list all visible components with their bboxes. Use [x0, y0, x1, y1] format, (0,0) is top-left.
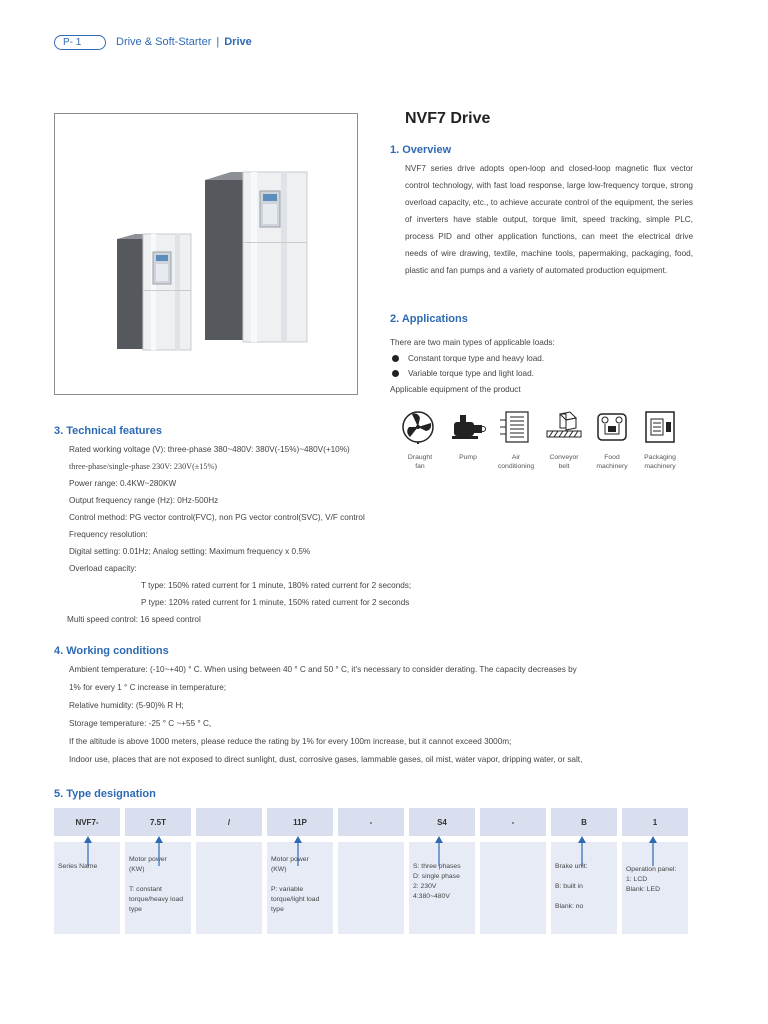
type-desc-line: S: three phases — [413, 863, 461, 870]
type-desc-line: Series Name — [58, 863, 98, 870]
technical-heading: 3. Technical features — [54, 425, 163, 437]
applications-intro: There are two main types of applicable loads: — [390, 338, 555, 347]
type-desc-line: 2: 230V — [413, 883, 437, 890]
type-desc-line — [271, 875, 329, 885]
overview-heading: 1. Overview — [390, 144, 452, 156]
list-item: three-phase/single-phase 230V: 230V(±15%) — [69, 462, 218, 471]
type-desc-line: Brake unit: — [555, 863, 588, 870]
type-desc-cell — [480, 842, 546, 934]
fan-icon — [402, 410, 438, 444]
drive-units-illustration — [55, 114, 357, 394]
bullet-icon — [392, 355, 399, 362]
arrow-up-icon — [84, 836, 92, 866]
type-desc-line: B: built in — [555, 883, 583, 890]
conveyor-belt-icon — [546, 410, 582, 444]
arrow-up-icon — [435, 836, 443, 866]
page-title: NVF7 Drive — [405, 110, 491, 127]
list-item: Rated working voltage (V): three-phase 380~480V: 380V(-15%)~480V(+10%) — [69, 445, 350, 454]
list-item: Output frequency range (Hz): 0Hz-500Hz — [69, 496, 219, 505]
type-desc-line — [555, 872, 613, 882]
arrow-up-icon — [578, 836, 586, 866]
type-desc-line: P: variable — [271, 886, 304, 893]
type-code-cell: S4 — [409, 808, 475, 836]
type-code-cell: 1 — [622, 808, 688, 836]
list-item: Multi speed control: 16 speed control — [67, 615, 201, 624]
type-desc-line: (KW) — [129, 866, 145, 873]
applications-heading: 2. Applications — [390, 313, 468, 325]
type-designation-heading: 5. Type designation — [54, 788, 156, 800]
equipment-item: Food machinery — [588, 410, 636, 471]
type-desc-line: type — [271, 906, 284, 913]
type-code-cell: / — [196, 808, 262, 836]
breadcrumb-category: Drive & Soft-Starter — [116, 36, 212, 48]
overview-text: NVF7 series drive adopts open-loop and closed-loop magnetic flux vector control technology, with fast load response, large low-frequency torque, strong overload capacity, etc., to achieve accurate control of the equipment, the series of inverters have stable output, torque limit, speed tracking, simple PLC, process PID and other application functions, can meet the electrical drive needs of wire drawing, textile, machine tools, papermaking, packaging, food, plastic and fan pumps and a variety of automated production equipment. — [405, 164, 693, 275]
type-desc-line: torque/light load — [271, 896, 320, 903]
equipment-item: Draught fan — [396, 410, 444, 471]
product-image — [54, 113, 358, 395]
page-number-tag: P- 1 — [54, 35, 106, 50]
arrow-up-icon — [294, 836, 302, 866]
list-item: 1% for every 1 ° C increase in temperature; — [69, 683, 227, 692]
type-desc-line: Blank: LED — [626, 886, 661, 893]
food-machinery-icon — [594, 410, 630, 444]
list-item: Constant torque type and heavy load. — [390, 351, 700, 367]
equipment-label: Applicable equipment of the product — [390, 384, 521, 394]
type-desc-line: (KW) — [271, 866, 287, 873]
arrow-up-icon — [155, 836, 163, 866]
list-item: Storage temperature: -25 ° C ~+55 ° C, — [69, 719, 212, 728]
type-code-cell: 7.5T — [125, 808, 191, 836]
type-desc-line: T: constant — [129, 886, 162, 893]
type-desc-line: D: single phase — [413, 873, 460, 880]
type-desc-line: 1: LCD — [626, 876, 648, 883]
equipment-item: Conveyor belt — [540, 410, 588, 471]
technical-list — [69, 441, 411, 628]
list-item: P type: 120% rated current for 1 minute, 150% rated current for 2 seconds — [141, 598, 410, 607]
type-desc-line: torque/heavy load — [129, 896, 184, 903]
type-code-cell: - — [480, 808, 546, 836]
type-desc-line — [555, 892, 613, 902]
breadcrumb-separator: | — [216, 36, 220, 48]
type-desc-line: Operation panel: — [626, 866, 677, 873]
type-code-cell: B — [551, 808, 617, 836]
list-item: Ambient temperature: (-10~+40) ° C. When using between 40 ° C and 50 ° C, it's necessary to consider derating. The capacity decreases by — [69, 665, 577, 674]
equipment-item: Packaging machinery — [636, 410, 684, 471]
list-item: Frequency resolution: — [69, 530, 148, 539]
type-code-cell: NVF7- — [54, 808, 120, 836]
type-desc-line: type — [129, 906, 142, 913]
bullet-icon — [392, 370, 399, 377]
breadcrumb-current: Drive — [224, 36, 252, 48]
working-heading: 4. Working conditions — [54, 645, 169, 657]
type-code-cell: - — [338, 808, 404, 836]
list-item: Digital setting: 0.01Hz; Analog setting: Maximum frequency x 0.5% — [69, 547, 311, 556]
working-list — [69, 661, 669, 769]
packaging-machinery-icon — [642, 410, 678, 444]
list-item: If the altitude is above 1000 meters, please reduce the rating by 1% for every 100m increase, but it cannot exceed 3000m; — [69, 737, 512, 746]
list-item: T type: 150% rated current for 1 minute, 180% rated current for 2 seconds; — [141, 581, 412, 590]
type-desc-line: 4:380~480V — [413, 893, 450, 900]
applications-list — [390, 335, 700, 397]
type-code-row — [54, 808, 693, 836]
list-item: Variable torque type and light load. — [390, 366, 700, 382]
list-item: Control method: PG vector control(FVC), non PG vector control(SVC), V/F control — [69, 513, 365, 522]
equipment-item: Pump — [444, 410, 492, 471]
list-item: Power range: 0.4KW~280KW — [69, 479, 177, 488]
type-desc-line: Motor power — [129, 856, 167, 863]
type-desc-line: Motor power — [271, 856, 309, 863]
type-desc-cell — [338, 842, 404, 934]
type-desc-cell — [196, 842, 262, 934]
list-item: Overload capacity: — [69, 564, 137, 573]
arrow-up-icon — [649, 836, 657, 866]
type-desc-line: Blank: no — [555, 903, 584, 910]
type-desc-line — [129, 875, 187, 885]
air-conditioning-icon — [498, 410, 534, 444]
type-description-row — [54, 842, 693, 934]
list-item: Indoor use, places that are not exposed to direct sunlight, dust, corrosive gases, lammable gases, oil mist, water vapor, dripping water, or salt, — [69, 755, 583, 764]
type-code-cell: 11P — [267, 808, 333, 836]
page-header — [54, 34, 252, 50]
list-item: Relative humidity: (5-90)% R H; — [69, 701, 184, 710]
equipment-item: Air conditioning — [492, 410, 540, 471]
equipment-icons — [396, 410, 684, 471]
pump-icon — [450, 410, 486, 444]
